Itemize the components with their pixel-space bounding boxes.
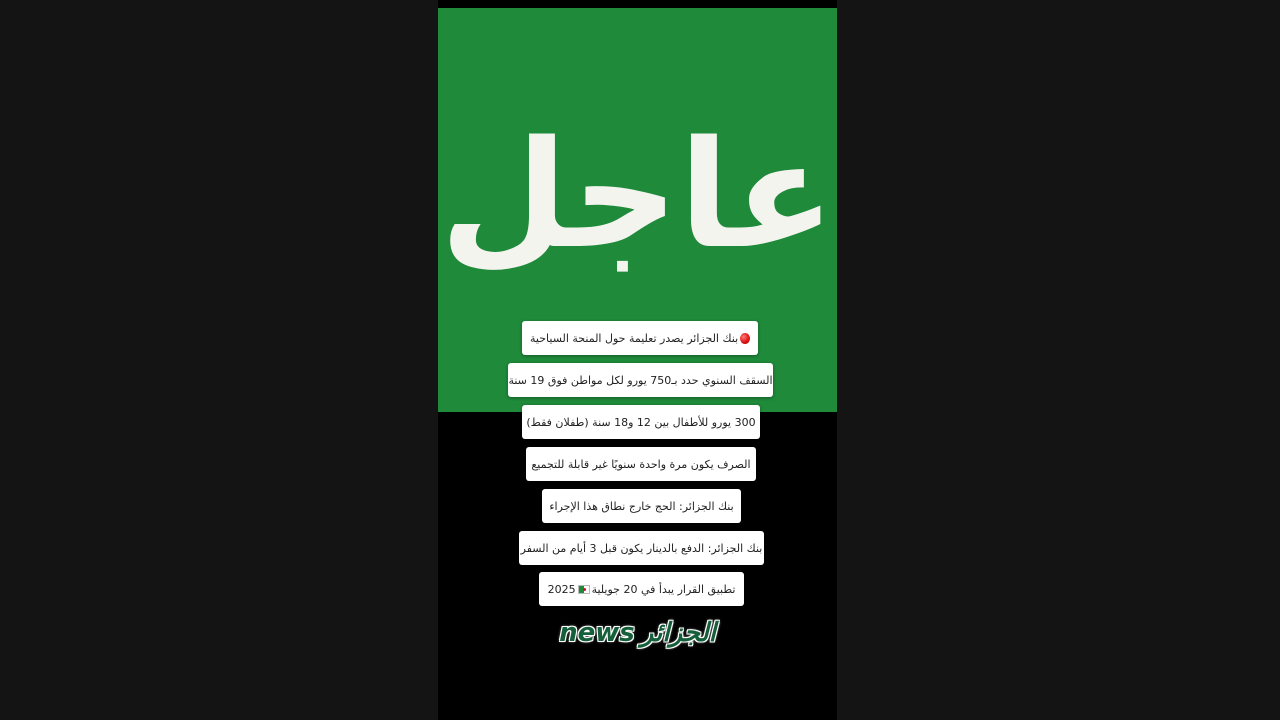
news-item-text: تطبيق القرار يبدأ في 20 جويلية [591, 582, 736, 596]
channel-logo-arabic: الجزائر [640, 618, 716, 648]
news-item-text: بنك الجزائر: الحج خارج نطاق هذا الإجراء [549, 499, 734, 513]
news-item-text: 300 يورو للأطفال بين 12 و18 سنة (طفلان فقط) [526, 415, 756, 429]
news-item-card [522, 321, 758, 355]
news-item-text: السقف السنوي حدد بـ750 يورو لكل مواطن فوق 19 سنة [508, 373, 773, 387]
news-item-card [542, 489, 741, 523]
news-item-card [522, 405, 760, 439]
channel-logo [438, 614, 837, 652]
news-item-card [526, 447, 756, 481]
news-item-card [519, 531, 764, 565]
channel-logo-latin: news [559, 618, 635, 648]
news-item-card [539, 572, 744, 606]
breaking-headline: عاجل [439, 109, 836, 281]
news-item-text: بنك الجزائر يصدر تعليمة حول المنحة السياحية [530, 331, 739, 345]
algeria-flag-icon [578, 585, 590, 594]
news-item-card [508, 363, 773, 397]
news-item-text: الصرف يكون مرة واحدة سنويًا غير قابلة للتجميع [531, 457, 751, 471]
red-circle-icon [740, 333, 750, 344]
news-item-year: 2025 [547, 582, 576, 596]
news-item-text: بنك الجزائر: الدفع بالدينار يكون قبل 3 أيام من السفر [520, 541, 763, 555]
